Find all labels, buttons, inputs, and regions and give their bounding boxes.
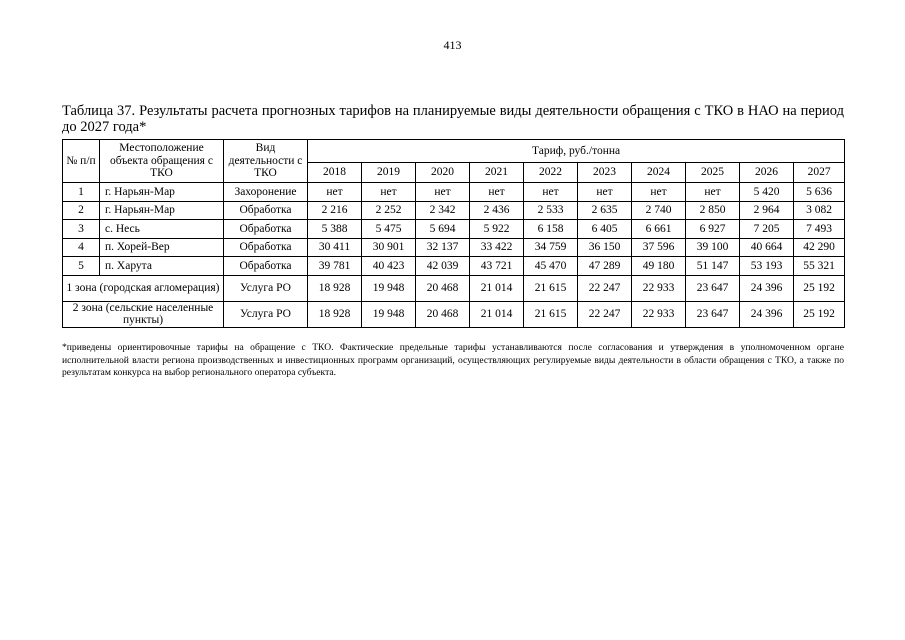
tariff-cell: 5 475 — [362, 220, 416, 239]
tariff-cell: 34 759 — [524, 238, 578, 257]
tariff-cell: 23 647 — [686, 275, 740, 301]
tariff-cell: 2 964 — [740, 201, 794, 220]
tariff-cell: 30 901 — [362, 238, 416, 257]
table-body — [63, 183, 845, 328]
tariff-cell: 5 636 — [794, 183, 845, 202]
tariff-cell: нет — [686, 183, 740, 202]
header-activity: Вид деятельности с ТКО — [224, 140, 308, 183]
row-number-cell: 1 — [63, 183, 100, 202]
tariff-cell: 37 596 — [632, 238, 686, 257]
tariff-cell: 7 205 — [740, 220, 794, 239]
row-activity-cell: Захоронение — [224, 183, 308, 202]
tariff-cell: 2 740 — [632, 201, 686, 220]
tariff-cell: 6 927 — [686, 220, 740, 239]
tariff-cell: нет — [308, 183, 362, 202]
tariff-cell: 33 422 — [470, 238, 524, 257]
tariff-cell: 51 147 — [686, 257, 740, 276]
table-row — [63, 238, 845, 257]
tariff-cell: 5 922 — [470, 220, 524, 239]
table-row-zone — [63, 275, 845, 301]
tariff-cell: 32 137 — [416, 238, 470, 257]
zone-activity-cell: Услуга РО — [224, 275, 308, 301]
tariff-cell: 2 216 — [308, 201, 362, 220]
tariff-cell: 47 289 — [578, 257, 632, 276]
tariff-cell: 2 436 — [470, 201, 524, 220]
tariff-cell: нет — [362, 183, 416, 202]
header-tariff-group: Тариф, руб./тонна — [308, 140, 845, 163]
table-row — [63, 220, 845, 239]
tariff-cell: 5 388 — [308, 220, 362, 239]
tariff-cell: 43 721 — [470, 257, 524, 276]
tariff-cell: 18 928 — [308, 301, 362, 327]
tariff-cell: 25 192 — [794, 275, 845, 301]
tariff-cell: 22 933 — [632, 275, 686, 301]
tariff-cell: 42 039 — [416, 257, 470, 276]
zone-label-cell: 2 зона (сельские населенные пункты) — [63, 301, 224, 327]
table-row — [63, 257, 845, 276]
footnote: *приведены ориентировочные тарифы на обращение с ТКО. Фактические предельные тарифы устанавливаются после согласования и утверждения в уполномоченном органе исполнительной власти региона производственных и инвестиционных программ организаций, осуществляющих регулируемые виды деятельности в области обращения с ТКО, а также по результатам конкурса на выбор регионального оператора субъекта. — [62, 342, 844, 378]
tariff-cell: 22 247 — [578, 301, 632, 327]
tariff-cell: 24 396 — [740, 275, 794, 301]
row-location-cell: п. Хорей-Вер — [100, 238, 224, 257]
tariff-cell: 7 493 — [794, 220, 845, 239]
tariff-cell: 19 948 — [362, 301, 416, 327]
tariff-cell: 3 082 — [794, 201, 845, 220]
tariff-cell: 2 342 — [416, 201, 470, 220]
tariff-cell: нет — [416, 183, 470, 202]
tariff-cell: нет — [578, 183, 632, 202]
tariff-cell: 5 694 — [416, 220, 470, 239]
tariff-cell: нет — [524, 183, 578, 202]
tariff-cell: 21 615 — [524, 301, 578, 327]
tariff-cell: 2 533 — [524, 201, 578, 220]
tariff-cell: 25 192 — [794, 301, 845, 327]
tariff-cell: 49 180 — [632, 257, 686, 276]
tariff-cell: 40 664 — [740, 238, 794, 257]
tariff-cell: 5 420 — [740, 183, 794, 202]
tariff-cell: 20 468 — [416, 275, 470, 301]
tariff-cell: 30 411 — [308, 238, 362, 257]
tariff-cell: 53 193 — [740, 257, 794, 276]
row-activity-cell: Обработка — [224, 220, 308, 239]
tariff-cell: нет — [470, 183, 524, 202]
row-location-cell: п. Харута — [100, 257, 224, 276]
header-year: 2027 — [794, 163, 845, 183]
row-number-cell: 3 — [63, 220, 100, 239]
tariff-cell: 23 647 — [686, 301, 740, 327]
tariff-cell: 39 781 — [308, 257, 362, 276]
row-location-cell: г. Нарьян-Мар — [100, 183, 224, 202]
row-activity-cell: Обработка — [224, 238, 308, 257]
tariff-cell: 6 158 — [524, 220, 578, 239]
tariff-cell: 18 928 — [308, 275, 362, 301]
tariff-cell: 45 470 — [524, 257, 578, 276]
row-number-cell: 2 — [63, 201, 100, 220]
tariff-cell: 40 423 — [362, 257, 416, 276]
header-year: 2022 — [524, 163, 578, 183]
tariff-cell: нет — [632, 183, 686, 202]
header-year: 2019 — [362, 163, 416, 183]
tariff-cell: 42 290 — [794, 238, 845, 257]
tariff-table — [62, 139, 845, 328]
tariff-cell: 6 661 — [632, 220, 686, 239]
header-year: 2020 — [416, 163, 470, 183]
header-location: Местоположение объекта обращения с ТКО — [100, 140, 224, 183]
row-number-cell: 5 — [63, 257, 100, 276]
header-num: № п/п — [63, 140, 100, 183]
header-year: 2018 — [308, 163, 362, 183]
zone-label-cell: 1 зона (городская агломерация) — [63, 275, 224, 301]
header-year: 2025 — [686, 163, 740, 183]
header-year: 2024 — [632, 163, 686, 183]
tariff-cell: 21 615 — [524, 275, 578, 301]
tariff-cell: 24 396 — [740, 301, 794, 327]
row-location-cell: г. Нарьян-Мар — [100, 201, 224, 220]
header-year: 2021 — [470, 163, 524, 183]
tariff-cell: 22 933 — [632, 301, 686, 327]
table-row-zone — [63, 301, 845, 327]
tariff-cell: 2 252 — [362, 201, 416, 220]
page-number: 413 — [443, 38, 462, 52]
tariff-cell: 2 850 — [686, 201, 740, 220]
table-caption: Таблица 37. Результаты расчета прогнозных тарифов на планируемые виды деятельности обращения с ТКО в НАО на период до 2027 года* — [62, 103, 844, 135]
zone-activity-cell: Услуга РО — [224, 301, 308, 327]
row-activity-cell: Обработка — [224, 201, 308, 220]
header-year: 2026 — [740, 163, 794, 183]
tariff-cell: 55 321 — [794, 257, 845, 276]
row-number-cell: 4 — [63, 238, 100, 257]
tariff-cell: 20 468 — [416, 301, 470, 327]
tariff-cell: 39 100 — [686, 238, 740, 257]
tariff-cell: 19 948 — [362, 275, 416, 301]
header-year: 2023 — [578, 163, 632, 183]
table-row — [63, 201, 845, 220]
tariff-cell: 2 635 — [578, 201, 632, 220]
tariff-cell: 36 150 — [578, 238, 632, 257]
row-location-cell: с. Несь — [100, 220, 224, 239]
tariff-cell: 22 247 — [578, 275, 632, 301]
row-activity-cell: Обработка — [224, 257, 308, 276]
tariff-cell: 21 014 — [470, 301, 524, 327]
table-row — [63, 183, 845, 202]
tariff-cell: 6 405 — [578, 220, 632, 239]
tariff-cell: 21 014 — [470, 275, 524, 301]
